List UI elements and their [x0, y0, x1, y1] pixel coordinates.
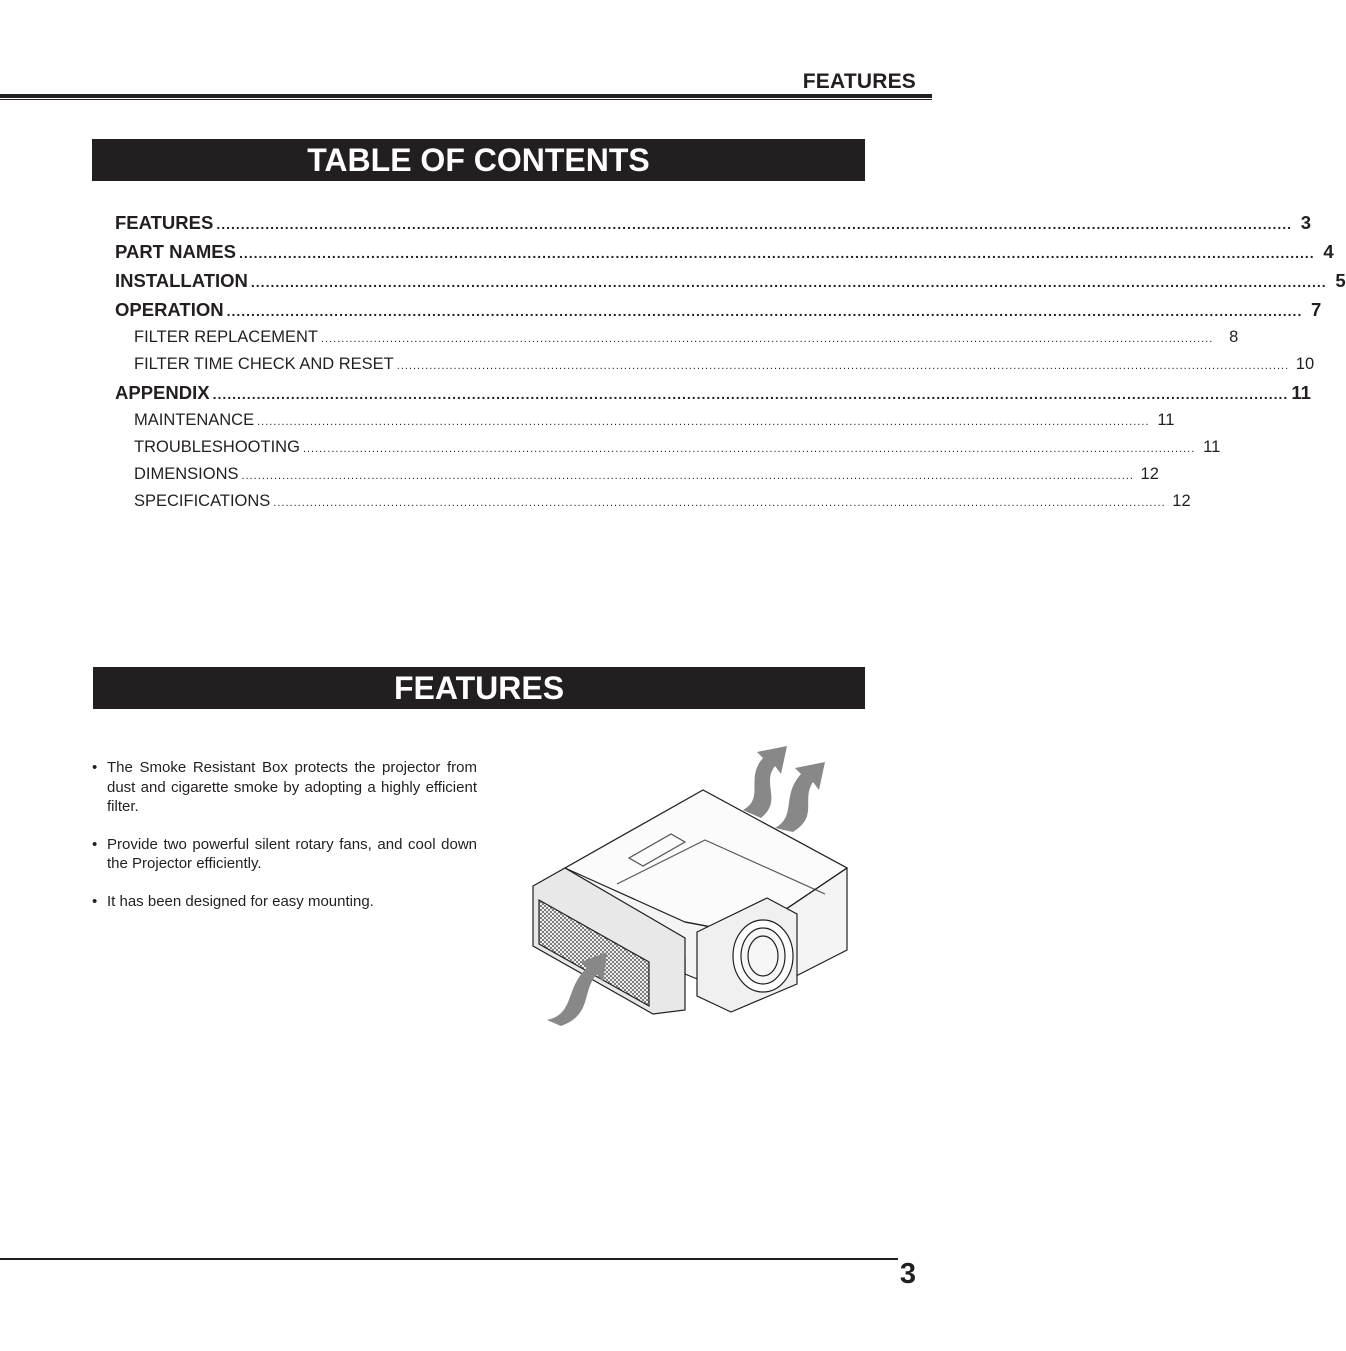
toc-entry-filter-replacement[interactable]: FILTER REPLACEMENT ............................................................................................................................................................................................................................ 8	[134, 328, 1239, 346]
list-item: • The Smoke Resistant Box protects the projector from dust and cigarette smoke by adopting a highly efficient filter.	[92, 759, 477, 815]
bullet-icon: •	[92, 892, 98, 910]
toc-entry-installation[interactable]: INSTALLATION ............................................................................................................................................................................................................................ 5	[115, 270, 1346, 291]
dot-leader: ............................................................................................................................................................................................................................	[396, 360, 1290, 372]
feature-list	[92, 758, 477, 929]
toc-entry-operation[interactable]: OPERATION ............................................................................................................................................................................................................................ 7	[115, 299, 1322, 320]
toc-title-bar	[92, 139, 865, 181]
dot-leader: ............................................................................................................................................................................................................................	[302, 443, 1196, 455]
toc-entry-features[interactable]: FEATURES ............................................................................................................................................................................................................................ 3	[115, 212, 1312, 233]
dot-leader: ............................................................................................................................................................................................................................	[250, 274, 1327, 290]
dot-leader: ............................................................................................................................................................................................................................	[320, 333, 1214, 345]
toc-entry-specifications[interactable]: SPECIFICATIONS ............................................................................................................................................................................................................................ 12	[134, 492, 1191, 510]
toc-entry-appendix[interactable]: APPENDIX ............................................................................................................................................................................................................................ 11	[115, 382, 1311, 403]
dot-leader: ............................................................................................................................................................................................................................	[241, 470, 1134, 482]
footer-rule	[0, 1258, 898, 1260]
dot-leader: ............................................................................................................................................................................................................................	[216, 216, 1293, 232]
dot-leader: ............................................................................................................................................................................................................................	[226, 303, 1303, 319]
dot-leader: ............................................................................................................................................................................................................................	[257, 416, 1150, 428]
toc-entry-maintenance[interactable]: MAINTENANCE ............................................................................................................................................................................................................................ 11	[134, 411, 1175, 429]
page-number: 3	[899, 1258, 916, 1290]
toc-entry-part-names[interactable]: PART NAMES ............................................................................................................................................................................................................................ 4	[115, 241, 1334, 262]
list-item: • It has been designed for easy mounting.	[92, 892, 374, 910]
header-rule-thin	[0, 99, 932, 100]
features-title: FEATURES	[393, 670, 565, 706]
running-head: FEATURES	[802, 70, 916, 93]
header-rule	[0, 94, 932, 98]
dot-leader: ............................................................................................................................................................................................................................	[273, 497, 1166, 509]
dot-leader: ............................................................................................................................................................................................................................	[212, 386, 1289, 402]
toc-title: TABLE OF CONTENTS	[307, 142, 650, 178]
projector-illustration	[525, 738, 865, 1030]
toc-entry-filter-time-check[interactable]: FILTER TIME CHECK AND RESET ............................................................................................................................................................................................................................ 10	[134, 355, 1315, 373]
table-of-contents	[115, 212, 1346, 519]
features-title-bar	[93, 667, 865, 709]
toc-entry-dimensions[interactable]: DIMENSIONS ............................................................................................................................................................................................................................ 12	[134, 465, 1159, 483]
dot-leader: ............................................................................................................................................................................................................................	[238, 245, 1315, 261]
exhaust-arrow-icon	[775, 762, 825, 832]
list-item: • Provide two powerful silent rotary fans, and cool down the Projector efficiently.	[92, 835, 477, 872]
exhaust-arrow-icon	[743, 746, 787, 818]
toc-entry-troubleshooting[interactable]: TROUBLESHOOTING ............................................................................................................................................................................................................................ 11	[134, 438, 1221, 456]
bullet-icon: •	[92, 759, 98, 776]
bullet-icon: •	[92, 835, 98, 853]
